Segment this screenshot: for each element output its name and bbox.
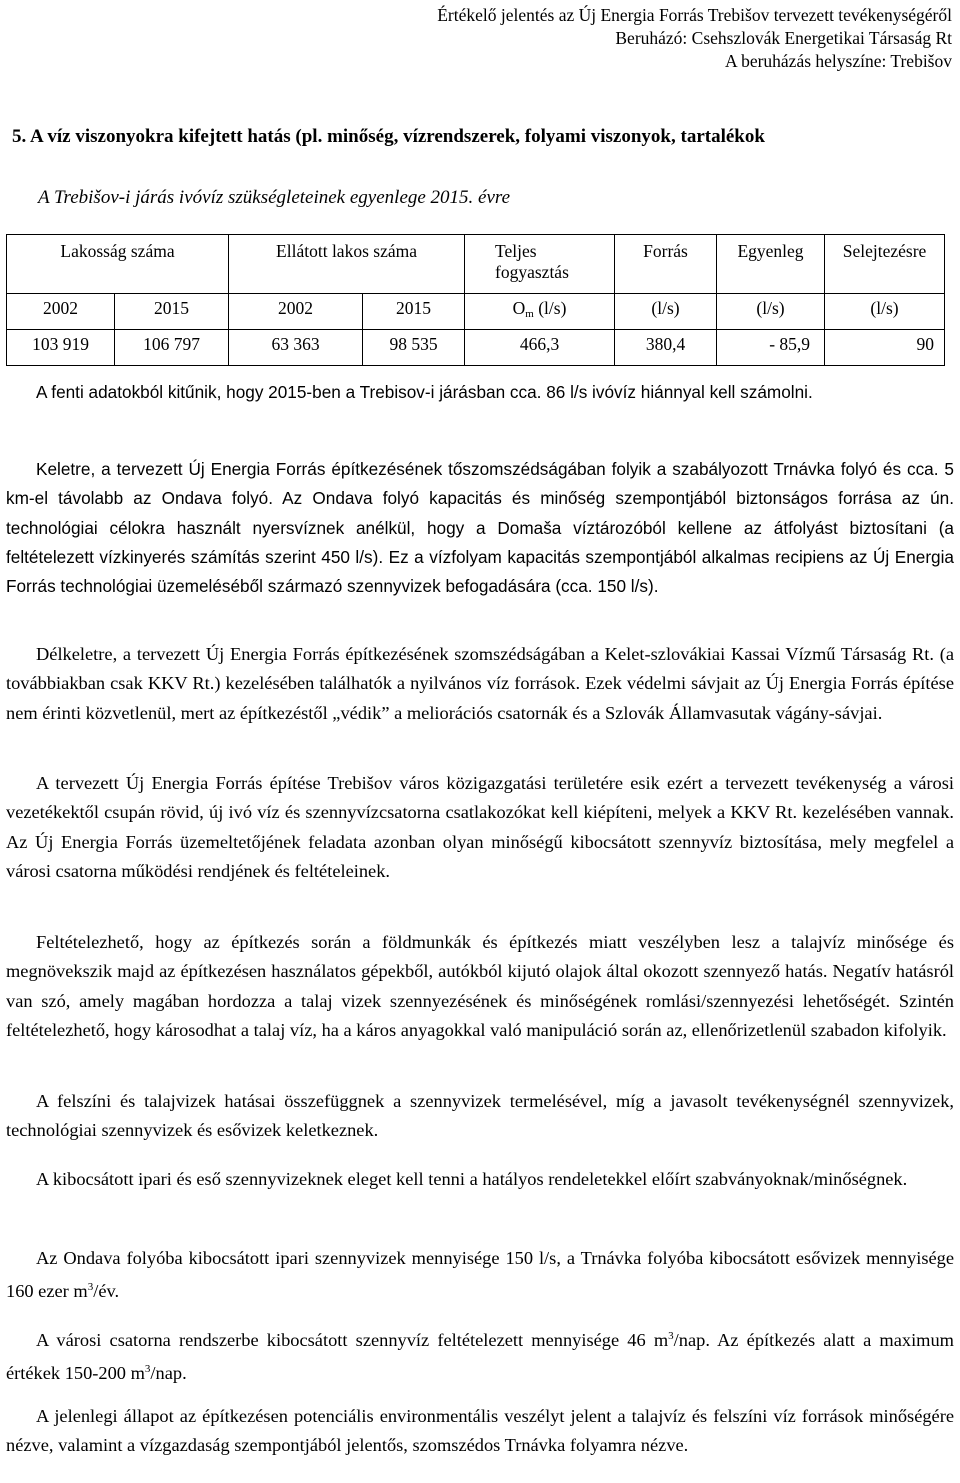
paragraph-5 [6,928,954,1045]
table-value-row [7,330,945,366]
paragraph-2-text: Keletre, a tervezett Új Energia Forrás építkezésének tőszomszédságában folyik a szabályozott Trnávka folyó és cca. 5 km-el távolabb az Ondava folyó. Az Ondava folyó kapacitás és minőség szempontjából biztonságos forrása az ún. technológiai célokra használt nyersvíznek anélkül, hogy a Domaša víztározóból kellene az átfolyást biztosítani (a feltételezett vízkinyerés számítás szerint 450 l/s). Ez a vízfolyam kapacitás szempontjából alkalmas recipiens az Új Energia Forrás technológiai üzemeléséből származó szennyvizek befogadására (cca. 150 l/s). [6,459,954,597]
paragraph-8 [6,1244,954,1307]
value-balance: - 85,9 [717,330,825,366]
paragraph-1 [6,378,954,407]
unit-om-subscript: m [525,308,534,320]
header-investor: Beruházó: Csehszlovák Energetikai Társaság Rt [615,28,952,48]
paragraph-7-text: A kibocsátott ipari és eső szennyvizeknek eleget kell tenni a hatályos rendeletekkel előírt szabványoknak/minőségnek. [36,1169,908,1189]
header-source: Forrás [615,235,717,294]
paragraph-7 [6,1165,954,1194]
header-location: A beruházás helyszíne: Trebišov [725,51,952,71]
paragraph-3 [6,640,954,728]
section-heading: 5. A víz viszonyokra kifejtett hatás (pl. minőség, vízrendszerek, folyami viszonyok, tartalékok [12,126,765,147]
unit-year-2015-b: 2015 [363,294,465,330]
unit-om [465,294,615,330]
paragraph-9-text: A városi csatorna rendszerbe kibocsátott szennyvíz feltételezett mennyisége 46 m [36,1330,669,1350]
paragraph-8-text: Az Ondava folyóba kibocsátott ipari szennyvizek mennyisége 150 l/s, a Trnávka folyóba kibocsátott esővizek mennyisége 160 ezer m [6,1248,954,1302]
unit-year-2015: 2015 [115,294,229,330]
header-population: Lakosság száma [7,235,229,294]
table-header-row [7,235,945,294]
paragraph-9-tail: /nap. [150,1363,187,1384]
header-supplied: Ellátott lakos száma [229,235,465,294]
unit-source: (l/s) [615,294,717,330]
value-sup-2015: 98 535 [363,330,465,366]
table-caption: A Trebišov-i járás ivóvíz szükségleteinek egyenlege 2015. évre [38,187,511,208]
value-waste: 90 [825,330,945,366]
header-balance: Egyenleg [717,235,825,294]
value-source: 380,4 [615,330,717,366]
paragraph-6-text: A felszíni és talajvizek hatásai összefüggnek a szennyvizek termelésével, míg a javasolt tevékenységnél szennyvizek, technológiai szennyvizek és esővizek keletkeznek. [6,1091,954,1141]
unit-waste: (l/s) [825,294,945,330]
unit-om-unit: (l/s) [533,298,567,318]
header-waste: Selejtezésre [825,235,945,294]
unit-balance: (l/s) [717,294,825,330]
paragraph-9-mid: /nap. Az építkezés alatt a maximum értékek 150-200 m [6,1330,954,1384]
value-pop-2002: 103 919 [7,330,115,366]
header-total-line2: fogyasztás [495,262,569,282]
page-header [437,4,952,73]
value-pop-2015: 106 797 [115,330,229,366]
paragraph-10-text: A jelenlegi állapot az építkezésen potenciális environmentális veszélyt jelent a talajvíz és felszíni víz források minőségére nézve, valamint a vízgazdaság szempontjából jelentős, szomszédos Trnávka folyamra nézve. [6,1406,954,1456]
paragraph-9-sup1: 3 [668,1330,674,1342]
header-report-title: Értékelő jelentés az Új Energia Forrás Trebišov tervezett tevékenységéről [437,5,952,25]
header-total-consumption [465,235,615,294]
unit-year-2002: 2002 [7,294,115,330]
paragraph-6 [6,1087,954,1146]
paragraph-8-sup: 3 [87,1281,94,1294]
table-unit-row [7,294,945,330]
paragraph-2 [6,455,954,601]
unit-year-2002-b: 2002 [229,294,363,330]
paragraph-9 [6,1322,954,1389]
paragraph-8-tail: /év. [93,1281,120,1302]
water-balance-table [6,234,945,366]
paragraph-1-text: A fenti adatokból kitűnik, hogy 2015-ben a Trebisov-i járásban cca. 86 l/s ivóvíz hiánnyal kell számolni. [36,382,813,402]
paragraph-4-text: A tervezett Új Energia Forrás építése Trebišov város közigazgatási területére esik ezért a tervezett tevékenység a városi vezetékektől csupán rövid, új ivó víz és szennyvízcsatorna csatlakozókat kell kiépíteni, melyek a KKV Rt. kezelésében vannak. Az Új Energia Forrás üzemeltetőjének feladata azonban olyan minőségű kibocsátott szennyvíz biztosítása, mely megfelel a városi csatorna működési rendjének és feltételeinek. [6,773,954,881]
value-total: 466,3 [465,330,615,366]
unit-om-letter: O [512,298,526,318]
value-sup-2002: 63 363 [229,330,363,366]
header-total-line1: Teljes [495,241,537,261]
paragraph-3-text: Délkeletre, a tervezett Új Energia Forrás építkezésének szomszédságában a Kelet-szlovákiai Kassai Vízmű Társaság Rt. (a továbbiakban csak KKV Rt.) kezelésében találhatók a nyilvános víz források. Ezek védelmi sávjait az Új Energia Forrás építése nem érinti közvetlenül, mert az építkezéstől „védik” a meliorációs csatornák és a Szlovák Államvasutak vágány-sávjai. [6,644,954,723]
paragraph-10 [6,1402,954,1461]
paragraph-4 [6,769,954,886]
paragraph-5-text: Feltételezhető, hogy az építkezés során a földmunkák és építkezés miatt veszélyben lesz a talajvíz minősége és megnövekszik majd az építkezésen használatos gépekből, autókból kijutó olajok által okozott szennyező hatás. Negatív hatásról van szó, amely magában hordozza a talaj vizek szennyezésének és minőségének romlási/szennyezési lehetőségét. Szintén feltételezhető, hogy károsodhat a talaj víz, ha a káros anyagokkal való manipuláció során az, ellenőrizetlenül szabadon kifolyik. [6,932,954,1040]
paragraph-9-sup2: 3 [144,1363,151,1376]
